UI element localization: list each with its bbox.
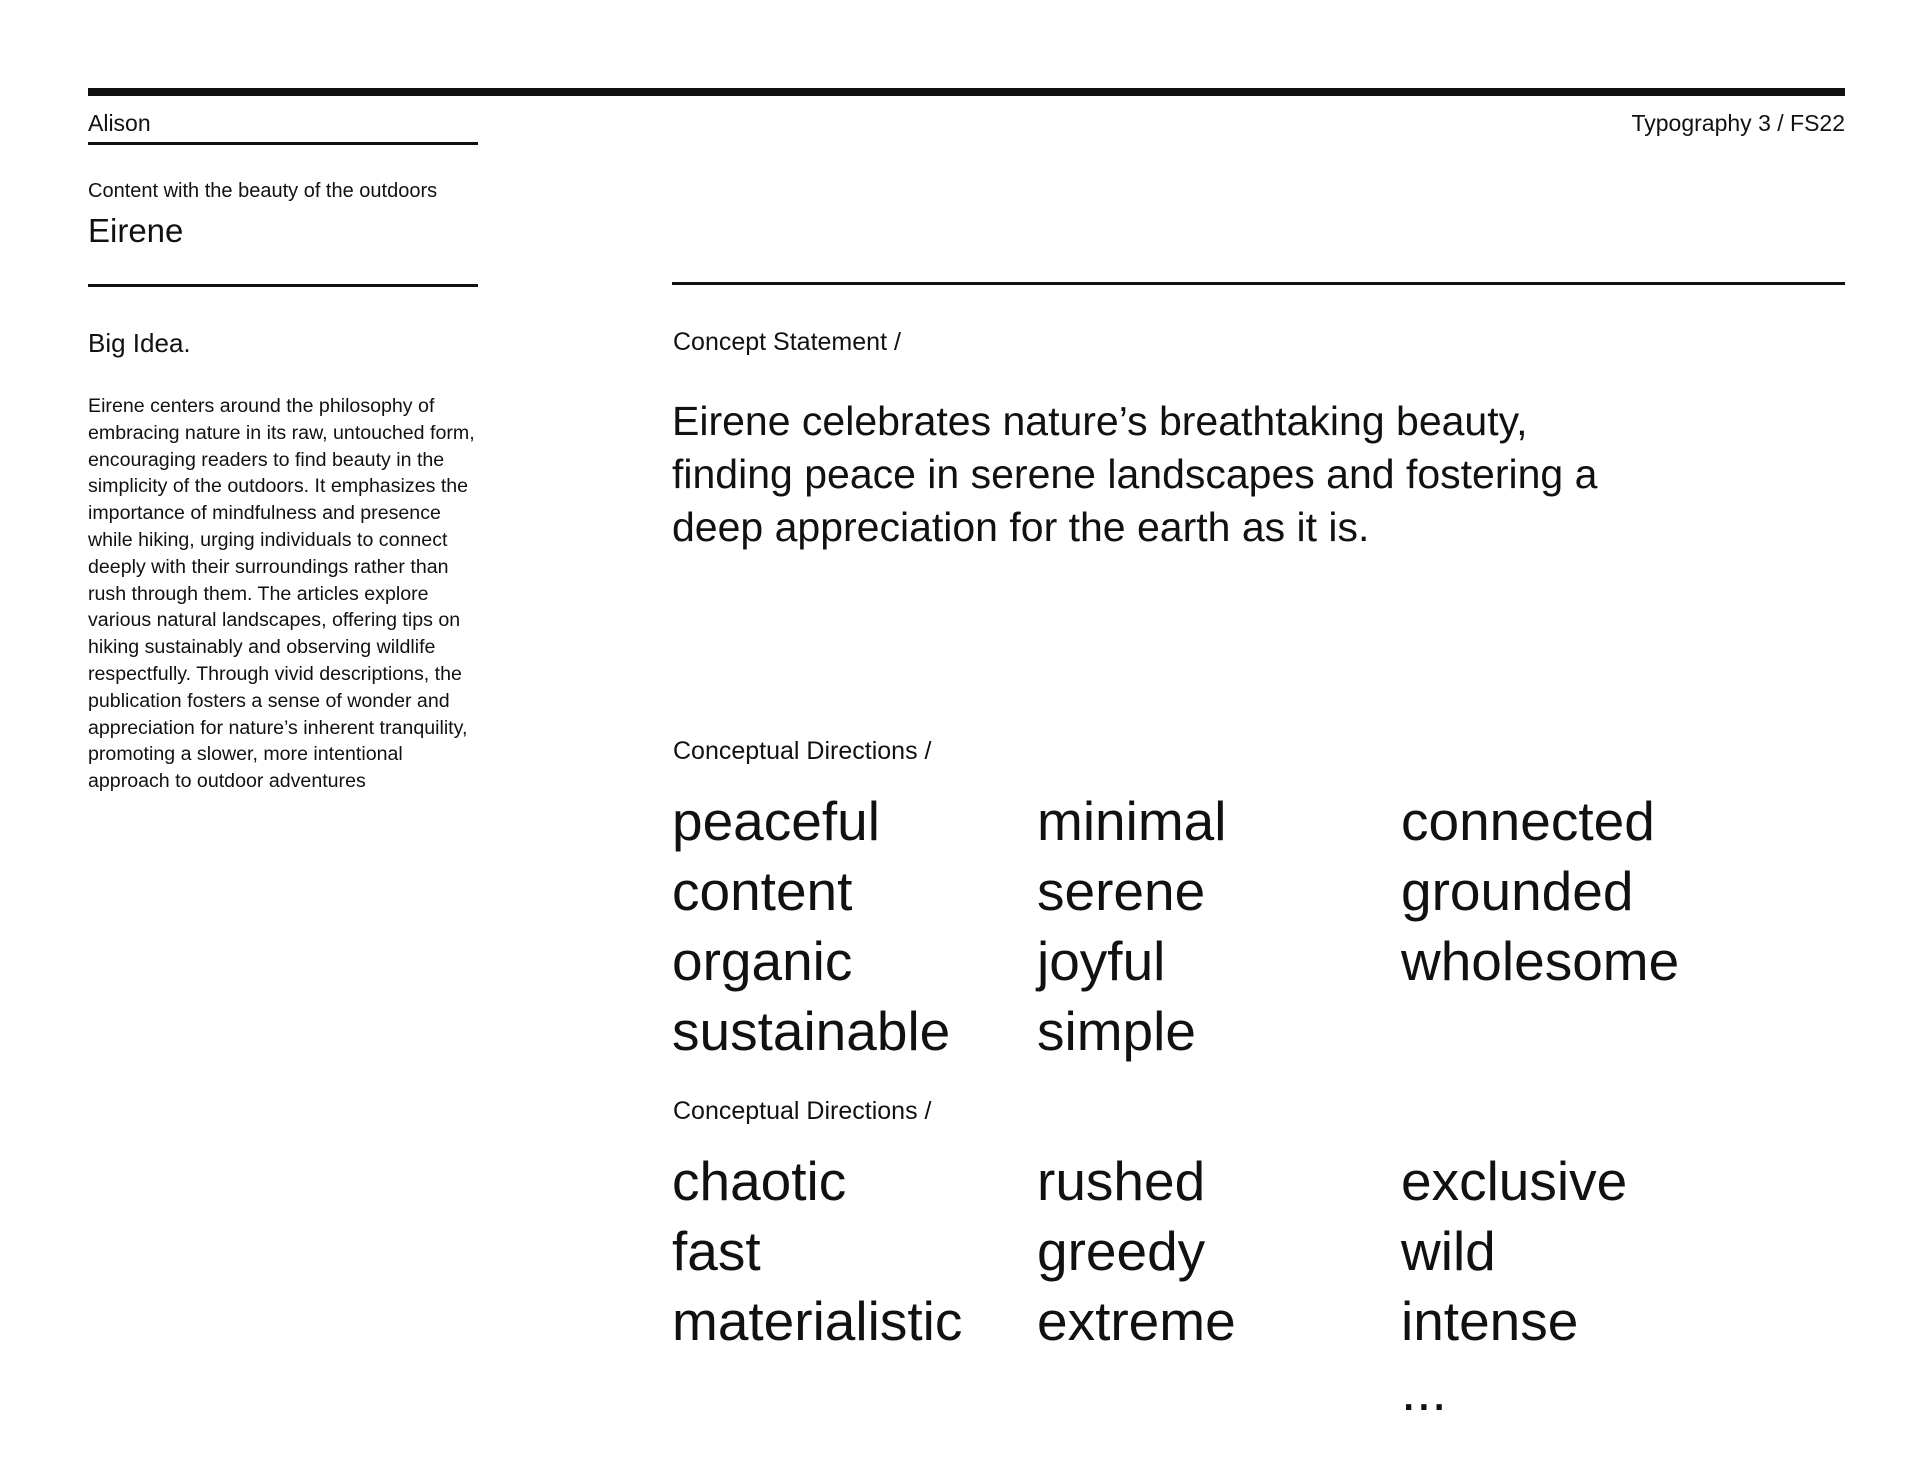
big-idea-title: Big Idea.	[88, 328, 191, 358]
direction-column	[672, 1146, 1037, 1426]
concept-statement-line: Eirene celebrates nature’s breathtaking beauty,	[672, 398, 1528, 444]
concept-statement-line: deep appreciation for the earth as it is.	[672, 504, 1370, 550]
direction-word: exclusive	[1401, 1150, 1628, 1212]
direction-word: materialistic	[672, 1290, 963, 1352]
author-name: Alison	[88, 110, 151, 136]
concept-statement-label: Concept Statement /	[673, 328, 901, 356]
direction-word: sustainable	[672, 1000, 951, 1062]
direction-column	[1037, 786, 1401, 1066]
positive-directions-grid	[672, 786, 1761, 1066]
direction-word: wholesome	[1401, 930, 1680, 992]
direction-word: peaceful	[672, 790, 880, 852]
direction-word: organic	[672, 930, 853, 992]
big-idea-body: Eirene centers around the philosophy of embracing nature in its raw, untouched form, encouraging readers to find beauty in the simplicity of the outdoors. It emphasizes the importance of mindfulness and presence while hiking, urging individuals to connect deeply with their surroundings rather than rush through them. The articles explore various natural landscapes, offering tips on hiking sustainably and observing wildlife respectfully. Through vivid descriptions, the publication fosters a sense of wonder and appreciation for nature’s inherent tranquility, promoting a slower, more intentional approach to outdoor adventures	[88, 395, 475, 793]
conceptual-directions-label: Conceptual Directions /	[673, 1097, 932, 1125]
concept-statement-line: finding peace in serene landscapes and fostering a	[672, 451, 1598, 497]
direction-column	[1401, 1146, 1761, 1426]
direction-word: ...	[1401, 1360, 1447, 1422]
right-divider	[672, 282, 1845, 285]
top-rule	[88, 88, 1845, 96]
direction-word: intense	[1401, 1290, 1579, 1352]
direction-word: chaotic	[672, 1150, 847, 1212]
direction-word: grounded	[1401, 860, 1634, 922]
direction-word: connected	[1401, 790, 1655, 852]
direction-column	[1401, 786, 1761, 1066]
direction-word: greedy	[1037, 1220, 1206, 1282]
direction-word: wild	[1401, 1220, 1496, 1282]
direction-word: joyful	[1037, 930, 1166, 992]
direction-word: fast	[672, 1220, 761, 1282]
direction-word: minimal	[1037, 790, 1227, 852]
left-divider-lower	[88, 284, 478, 287]
brand-tagline: Content with the beauty of the outdoors	[88, 180, 438, 202]
negative-directions-grid	[672, 1146, 1761, 1426]
direction-word: extreme	[1037, 1290, 1236, 1352]
brand-name: Eirene	[88, 212, 184, 249]
direction-word: content	[672, 860, 853, 922]
left-divider-upper	[88, 142, 478, 145]
direction-word: simple	[1037, 1000, 1196, 1062]
course-label: Typography 3 / FS22	[1631, 110, 1845, 136]
direction-column	[1037, 1146, 1401, 1426]
direction-word: serene	[1037, 860, 1206, 922]
direction-word: rushed	[1037, 1150, 1206, 1212]
conceptual-directions-label: Conceptual Directions /	[673, 737, 932, 765]
concept-statement	[672, 395, 1792, 554]
direction-column	[672, 786, 1037, 1066]
